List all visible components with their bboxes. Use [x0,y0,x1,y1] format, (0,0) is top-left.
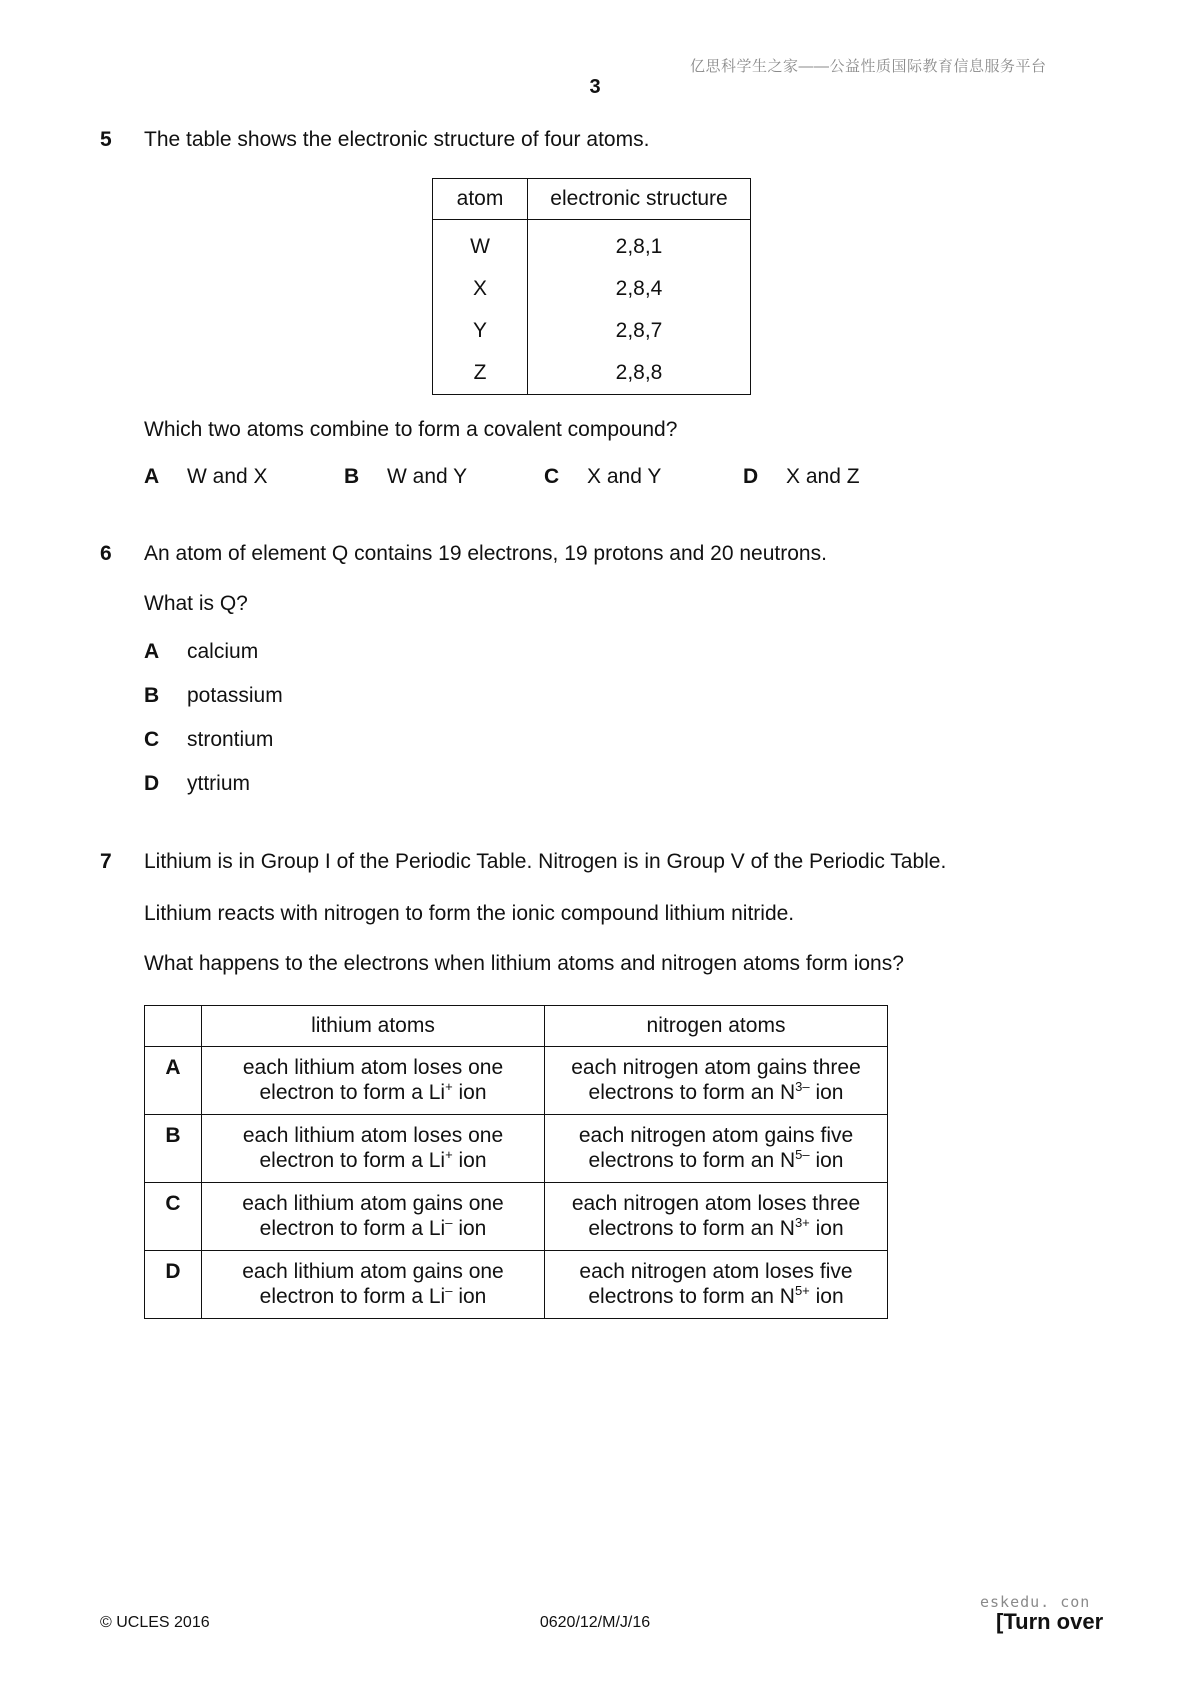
structure-cell: 2,8,7 [528,310,751,352]
lithium-text-line2: electron to form a Li [259,1149,446,1172]
option-6-b[interactable] [144,684,283,708]
nitrogen-text-line2: electrons to form an N [588,1285,795,1308]
option-letter: B [145,1115,202,1183]
lithium-charge: + [445,1147,453,1162]
option-letter: D [144,772,160,795]
footer-paper-code: 0620/12/M/J/16 [539,1614,651,1631]
nitrogen-text-line2: electrons to form an N [588,1081,796,1104]
option-text: strontium [187,728,274,751]
footer-copyright: © UCLES 2016 [100,1614,210,1631]
lithium-text-line1: each lithium atom loses one [242,1056,504,1079]
table-row [433,352,751,395]
nitrogen-text-line1: each nitrogen atom gains five [578,1124,854,1147]
nitrogen-text-line2: electrons to form an N [588,1217,795,1240]
option-5-a[interactable] [144,465,268,489]
atom-cell: W [433,220,528,269]
ion-word: ion [458,1149,487,1172]
ion-word: ion [815,1149,844,1172]
nitrogen-text-line1: each nitrogen atom loses three [571,1192,861,1215]
electronic-structure-table [432,178,751,395]
question-5-prompt: Which two atoms combine to form a covalent compound? [144,418,678,441]
table-header-nitrogen: nitrogen atoms [545,1006,888,1047]
question-7-prompt: What happens to the electrons when lithium atoms and nitrogen atoms form ions? [144,952,904,975]
lithium-text-line2: electron to form a Li [259,1217,446,1240]
question-6-prompt: What is Q? [144,592,248,615]
atom-cell: Y [433,310,528,352]
option-letter: B [144,684,160,707]
option-5-b[interactable] [344,465,467,489]
lithium-cell [202,1251,545,1319]
nitrogen-cell [545,1183,888,1251]
lithium-charge: – [445,1215,453,1230]
table-row [433,268,751,310]
page-number: 3 [589,76,601,98]
table-header-blank [145,1006,202,1047]
lithium-cell [202,1047,545,1115]
ion-word: ion [458,1217,487,1240]
option-text: X and Y [587,465,662,488]
lithium-cell [202,1183,545,1251]
nitrogen-cell [545,1115,888,1183]
nitrogen-text-line1: each nitrogen atom gains three [571,1056,861,1079]
lithium-charge: + [445,1079,453,1094]
ion-word: ion [815,1081,844,1104]
option-letter: D [743,465,759,488]
atom-cell: X [433,268,528,310]
option-letter: B [344,465,360,488]
turn-over-label: [Turn over [996,1609,1104,1634]
option-letter: A [144,640,160,663]
ion-word: ion [458,1285,487,1308]
table-header-atom: atom [433,179,528,220]
structure-cell: 2,8,8 [528,352,751,395]
ion-formation-table [144,1005,888,1319]
option-letter: C [544,465,560,488]
question-7-number: 7 [100,850,112,873]
option-letter: C [144,728,160,751]
footer-watermark: eskedu. con [980,1593,1091,1611]
option-text: W and X [187,465,268,488]
option-6-d[interactable] [144,772,250,796]
option-text: calcium [187,640,259,663]
structure-cell: 2,8,1 [528,220,751,269]
option-letter: A [144,465,160,488]
lithium-cell [202,1115,545,1183]
option-letter: C [145,1183,202,1251]
option-letter: A [145,1047,202,1115]
lithium-text-line1: each lithium atom gains one [242,1192,504,1215]
atom-cell: Z [433,352,528,395]
lithium-text-line1: each lithium atom gains one [242,1260,504,1283]
nitrogen-charge: 3+ [794,1215,810,1230]
option-text: W and Y [387,465,468,488]
lithium-text-line2: electron to form a Li [259,1285,446,1308]
question-7-line2: Lithium reacts with nitrogen to form the ionic compound lithium nitride. [144,902,795,925]
option-text: X and Z [786,465,860,488]
lithium-charge: – [445,1283,453,1298]
option-7-b[interactable] [145,1115,888,1183]
lithium-text-line2: electron to form a Li [259,1081,446,1104]
nitrogen-text-line2: electrons to form an N [588,1149,796,1172]
question-5-number: 5 [100,128,112,151]
table-header-structure: electronic structure [528,179,751,220]
nitrogen-cell [545,1047,888,1115]
ion-word: ion [815,1285,844,1308]
lithium-text-line1: each lithium atom loses one [242,1124,504,1147]
question-6-stem: An atom of element Q contains 19 electrons, 19 protons and 20 neutrons. [144,542,827,565]
table-row [433,220,751,269]
option-7-a[interactable] [145,1047,888,1115]
ion-word: ion [458,1081,487,1104]
nitrogen-charge: 5– [795,1147,810,1162]
header-watermark: 亿思科学生之家——公益性质国际教育信息服务平台 [690,58,1047,75]
question-6-number: 6 [100,542,112,565]
nitrogen-cell [545,1251,888,1319]
option-6-c[interactable] [144,728,273,752]
option-letter: D [145,1251,202,1319]
option-text: potassium [187,684,283,707]
question-7-line1: Lithium is in Group I of the Periodic Table. Nitrogen is in Group V of the Periodic Table. [144,850,947,873]
nitrogen-charge: 5+ [794,1283,810,1298]
ion-word: ion [815,1217,844,1240]
option-7-c[interactable] [145,1183,888,1251]
option-7-d[interactable] [145,1251,888,1319]
table-row [433,310,751,352]
option-5-d[interactable] [743,465,860,489]
question-5-stem: The table shows the electronic structure of four atoms. [144,128,650,151]
structure-cell: 2,8,4 [528,268,751,310]
table-header-lithium: lithium atoms [202,1006,545,1047]
option-6-a[interactable] [144,640,258,664]
nitrogen-charge: 3– [795,1079,810,1094]
option-5-c[interactable] [544,465,661,489]
option-text: yttrium [187,772,250,795]
nitrogen-text-line1: each nitrogen atom loses five [579,1260,853,1283]
